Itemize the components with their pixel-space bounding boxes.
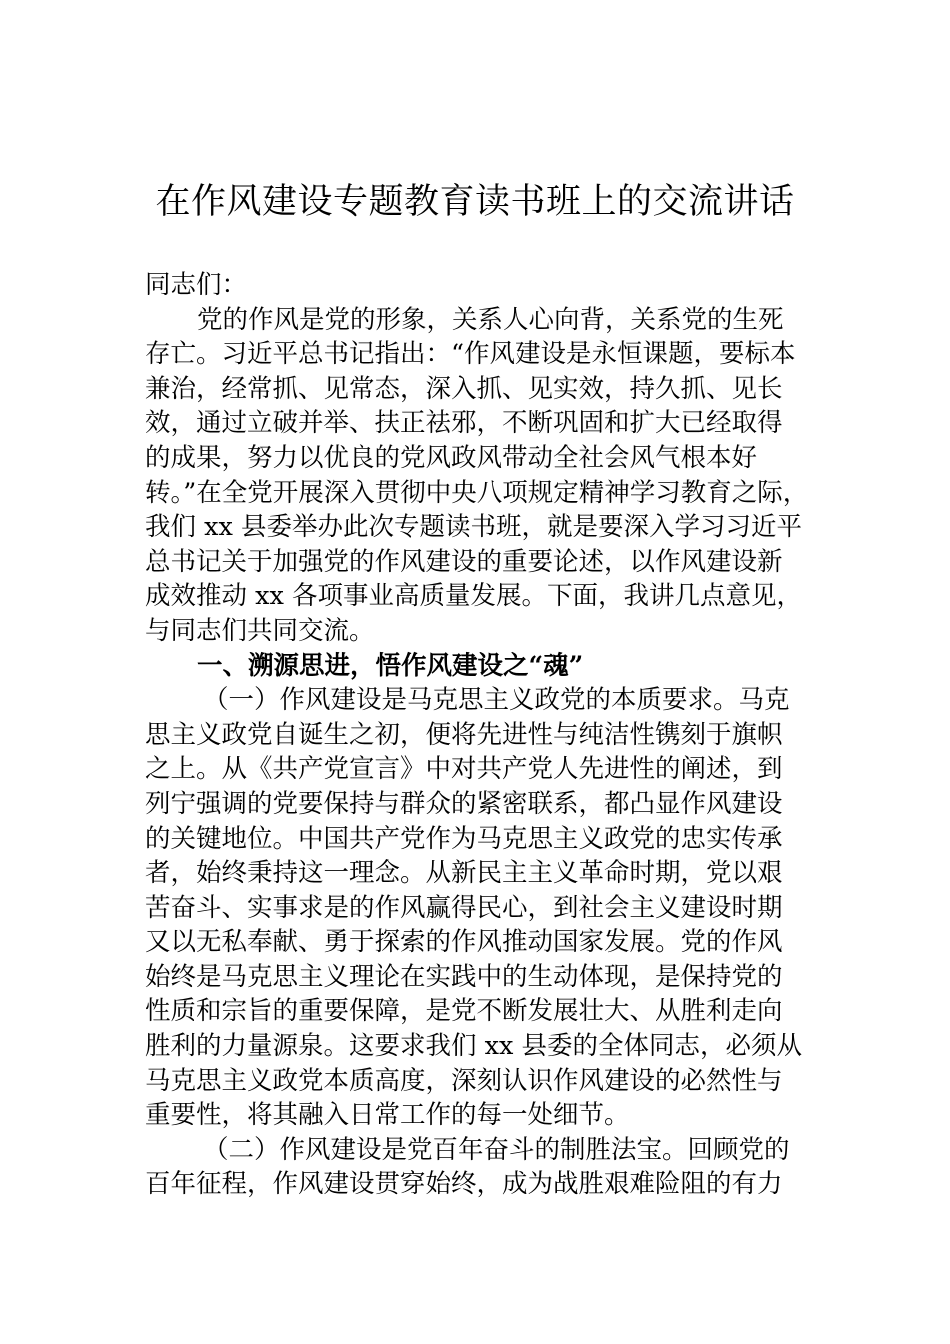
paragraph-line: 马克思主义政党本质高度，深刻认识作风建设的必然性与 [145,1065,783,1096]
paragraph-line: 的成果，努力以优良的党风政风带动全社会风气根本好 [145,442,758,473]
paragraph-line: 效，通过立破并举、扶正祛邪，不断巩固和扩大已经取得 [145,408,783,439]
paragraph-line: 列宁强调的党要保持与群众的紧密联系，都凸显作风建设 [145,788,783,819]
paragraph-line: 转。”在全党开展深入贯彻中央八项规定精神学习教育之际， [145,477,809,508]
document-body [145,268,810,1202]
paragraph-line: 胜利的力量源泉。这要求我们 xx 县委的全体同志，必须从 [145,1031,802,1062]
paragraph-line: 之上。从《共产党宣言》中对共产党人先进性的阐述，到 [145,754,783,785]
paragraph-line: 思主义政党自诞生之初，便将先进性与纯洁性镌刻于旗帜 [145,719,783,750]
paragraph-line: （二）作风建设是党百年奋斗的制胜法宝。回顾党的 [203,1134,790,1165]
paragraph-line: （一）作风建设是马克思主义政党的本质要求。马克 [203,685,790,716]
paragraph-line: 苦奋斗、实事求是的作风赢得民心，到社会主义建设时期 [145,892,783,923]
paragraph-line: 与同志们共同交流。 [145,615,375,646]
document-title: 在作风建设专题教育读书班上的交流讲话 [155,182,795,222]
paragraph-line: 成效推动 xx 各项事业高质量发展。下面，我讲几点意见， [145,581,802,612]
paragraph-line: 又以无私奉献、勇于探索的作风推动国家发展。党的作风 [145,927,783,958]
paragraph-line: 者，始终秉持这一理念。从新民主主义革命时期，党以艰 [145,858,783,889]
paragraph-line: 重要性，将其融入日常工作的每一处细节。 [145,1100,630,1131]
paragraph-line: 兼治，经常抓、见常态，深入抓、见实效，持久抓、见长 [145,373,783,404]
paragraph-line: 总书记关于加强党的作风建设的重要论述，以作风建设新 [145,546,783,577]
paragraph-line: 党的作风是党的形象，关系人心向背，关系党的生死 [197,304,784,335]
paragraph-line: 性质和宗旨的重要保障，是党不断发展壮大、从胜利走向 [145,996,783,1027]
paragraph-line: 存亡。习近平总书记指出：“作风建设是永恒课题，要标本 [145,339,796,370]
paragraph-line: 始终是马克思主义理论在实践中的生动体现，是保持党的 [145,961,783,992]
paragraph-line: 的关键地位。中国共产党作为马克思主义政党的忠实传承 [145,823,783,854]
paragraph-line: 百年征程，作风建设贯穿始终，成为战胜艰难险阻的有力 [145,1169,783,1200]
salutation: 同志们： [145,270,248,300]
paragraph-line: 我们 xx 县委举办此次专题读书班，就是要深入学习习近平 [145,512,802,543]
section-heading: 一、溯源思进，悟作风建设之“魂” [197,650,584,681]
